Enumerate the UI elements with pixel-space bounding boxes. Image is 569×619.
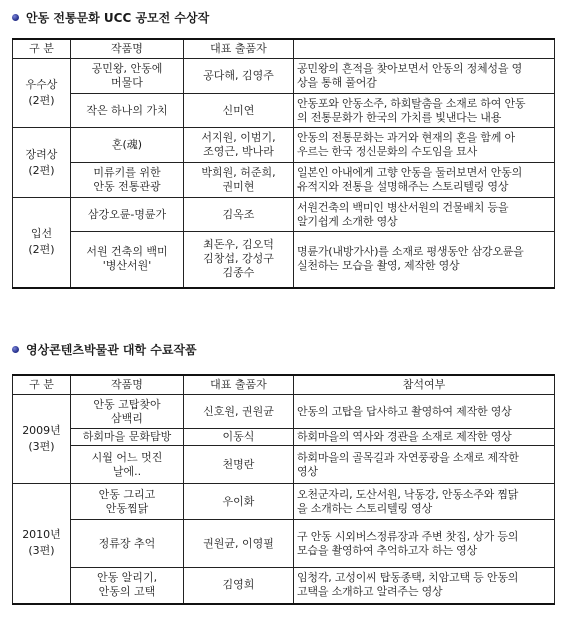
entrant-cell: 권원균, 이영필 [184, 520, 294, 568]
entrant-cell: 최돈우, 김오덕 김창섭, 강성구 김종수 [184, 232, 294, 288]
work-cell: 정류장 추억 [71, 520, 184, 568]
graduation-header-work: 작품명 [71, 375, 184, 395]
work-cell: 안동 그리고 안동찜닭 [71, 484, 184, 520]
entrant-cell: 김옥조 [184, 198, 294, 232]
desc-cell: 안동포와 안동소주, 하회탈춤을 소재로 하여 안동 의 전통문화가 한국의 가치를 빛낸다는 내용 [294, 94, 555, 128]
graduation-header-category: 구 분 [13, 375, 71, 395]
category-cell: 장려상 (2편) [13, 128, 71, 198]
table-row [13, 395, 555, 429]
section1-heading [12, 9, 209, 25]
entrant-cell: 공다해, 김영주 [184, 59, 294, 94]
section2-title: 영상콘텐츠박물관 대학 수료작품 [26, 342, 197, 357]
work-cell: 공민왕, 안동에 머물다 [71, 59, 184, 94]
graduation-header-attendance: 참석여부 [294, 375, 555, 395]
desc-cell: 서원건축의 백미인 병산서원의 건물배치 등을 알기쉽게 소개한 영상 [294, 198, 555, 232]
entrant-cell: 우이화 [184, 484, 294, 520]
section2-heading [12, 341, 197, 357]
entrant-cell: 신호원, 권원균 [184, 395, 294, 429]
table-row [13, 446, 555, 484]
table-row [13, 198, 555, 232]
awards-header-work: 작품명 [71, 39, 184, 59]
desc-cell: 공민왕의 흔적을 찾아보면서 안동의 정체성을 영 상을 통해 풀어감 [294, 59, 555, 94]
table-row [13, 59, 555, 94]
work-cell: 안동 고탑찾아 삼백리 [71, 395, 184, 429]
category-cell: 2010년 (3편) [13, 484, 71, 604]
desc-cell: 명륜가(내방가사)를 소재로 평생동안 삼강오륜을 실천하는 모습을 촬영, 제작한 영상 [294, 232, 555, 288]
entrant-cell: 서지원, 이범기, 조영근, 박나라 [184, 128, 294, 163]
table-row [13, 520, 555, 568]
awards-header-row [13, 39, 555, 59]
graduation-header-row [13, 375, 555, 395]
desc-cell: 하회마을의 역사와 경관을 소재로 제작한 영상 [294, 429, 555, 446]
category-cell: 우수상 (2편) [13, 59, 71, 128]
desc-cell: 안동의 전통문화는 과거와 현재의 혼을 함께 아 우르는 한국 정신문화의 수도임을 묘사 [294, 128, 555, 163]
work-cell: 시월 어느 멋진 날에.. [71, 446, 184, 484]
graduation-works-table [12, 374, 555, 605]
work-cell: 작은 하나의 가치 [71, 94, 184, 128]
entrant-cell: 천명란 [184, 446, 294, 484]
desc-cell: 구 안동 시외버스정류장과 주변 찻집, 상가 등의 모습을 촬영하여 추억하고자 하는 영상 [294, 520, 555, 568]
graduation-header-entrant: 대표 출품자 [184, 375, 294, 395]
awards-header-entrant: 대표 출품자 [184, 39, 294, 59]
entrant-cell: 박희원, 허준희, 권미현 [184, 163, 294, 198]
work-cell: 안동 알리기, 안동의 고택 [71, 568, 184, 604]
entrant-cell: 신미연 [184, 94, 294, 128]
table-row [13, 94, 555, 128]
table-row [13, 232, 555, 288]
work-cell: 삼강오륜-명륜가 [71, 198, 184, 232]
work-cell: 하회마을 문화탐방 [71, 429, 184, 446]
awards-table [12, 38, 555, 289]
category-cell: 2009년 (3편) [13, 395, 71, 484]
work-cell: 서원 건축의 백미 '병산서원' [71, 232, 184, 288]
awards-header-desc [294, 39, 555, 59]
section1-title: 안동 전통문화 UCC 공모전 수상작 [26, 10, 210, 25]
entrant-cell: 이동식 [184, 429, 294, 446]
entrant-cell: 김영희 [184, 568, 294, 604]
desc-cell: 안동의 고탑을 답사하고 촬영하여 제작한 영상 [294, 395, 555, 429]
category-cell: 입선 (2편) [13, 198, 71, 288]
desc-cell: 일본인 아내에게 고향 안동을 둘러보면서 안동의 유적지와 전통을 설명해주는 스토리텔링 영상 [294, 163, 555, 198]
table-row [13, 568, 555, 604]
awards-header-category: 구 분 [13, 39, 71, 59]
table-row [13, 429, 555, 446]
table-row [13, 484, 555, 520]
work-cell: 혼(魂) [71, 128, 184, 163]
bullet-icon [12, 346, 19, 353]
table-row [13, 163, 555, 198]
work-cell: 미류키를 위한 안동 전통관광 [71, 163, 184, 198]
table-row [13, 128, 555, 163]
bullet-icon [12, 14, 19, 21]
desc-cell: 오천군자리, 도산서원, 낙동강, 안동소주와 찜닭 을 소개하는 스토리텔링 영상 [294, 484, 555, 520]
desc-cell: 임청각, 고성이씨 탑동종택, 치암고택 등 안동의 고택을 소개하고 알려주는 영상 [294, 568, 555, 604]
desc-cell: 하회마을의 골목길과 자연풍광을 소재로 제작한 영상 [294, 446, 555, 484]
